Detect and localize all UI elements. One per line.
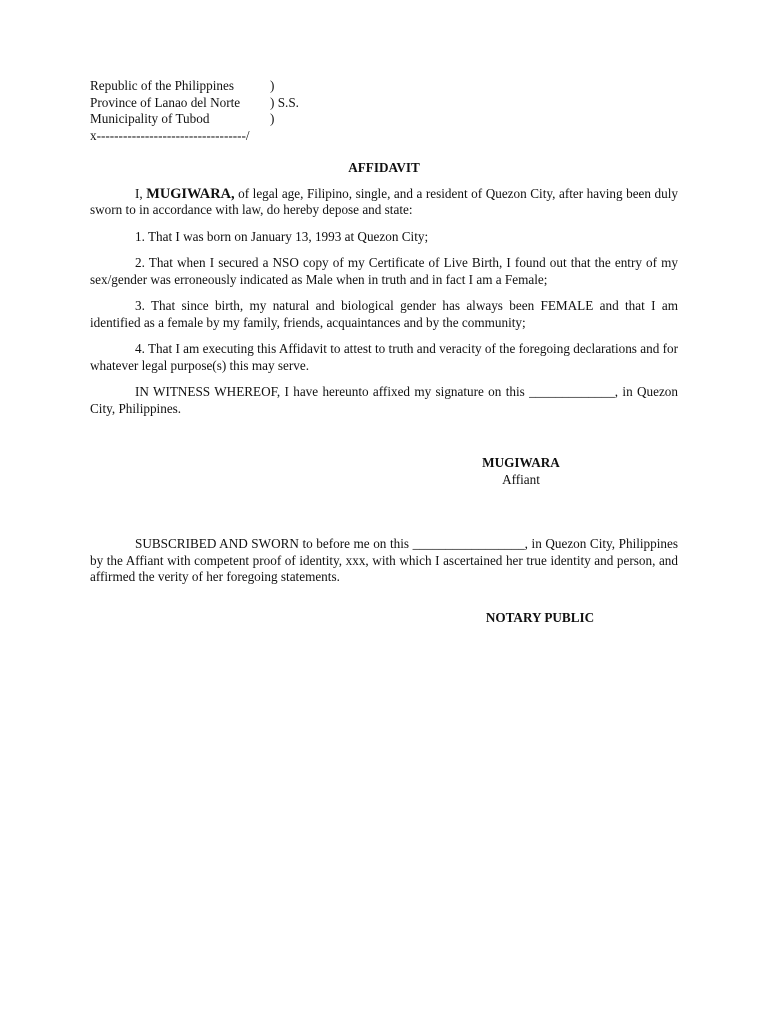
- affiant-name: MUGIWARA: [482, 455, 560, 470]
- affiant-name-inline: MUGIWARA,: [146, 185, 235, 202]
- witness-paragraph: IN WITNESS WHEREOF, I have hereunto affixed my signature on this _____________, in Quezon City, Philippines.: [90, 384, 678, 416]
- caption-line: [90, 111, 678, 128]
- notary-public-label: NOTARY PUBLIC: [485, 609, 595, 625]
- caption-separator: x----------------------------------/: [90, 127, 250, 143]
- caption-line: [90, 95, 678, 112]
- venue-caption: [90, 78, 678, 144]
- caption-bracket: ): [270, 78, 275, 93]
- caption-bracket: ): [270, 111, 275, 126]
- caption-line: [90, 78, 678, 95]
- affiant-role: Affiant: [502, 471, 540, 487]
- jurat-paragraph: SUBSCRIBED AND SWORN to before me on this _________________, in Quezon City, Philippines by the Affiant with competent proof of identity, xxx, with which I ascertained her true identity and person, and affirmed the verity of her foregoing statements.: [90, 536, 678, 584]
- caption-province: Province of Lanao del Norte: [90, 94, 241, 110]
- caption-republic: Republic of the Philippines: [90, 78, 234, 93]
- statement-paragraph-3: 3. That since birth, my natural and biological gender has always been FEMALE and that I am identified as a female by my family, friends, acquaintances and by the community;: [90, 298, 678, 330]
- intro-paragraph: [90, 186, 678, 219]
- affidavit-document: [90, 78, 678, 626]
- statement-paragraph-2: 2. That when I secured a NSO copy of my Certificate of Live Birth, I found out that the entry of my sex/gender was erroneously indicated as Male when in truth and in fact I am a Female;: [90, 255, 678, 287]
- document-title: AFFIDAVIT: [348, 160, 420, 175]
- caption-municipality: Municipality of Tubod: [90, 111, 210, 126]
- signature-block: [430, 455, 612, 488]
- statement-paragraph-1: 1. That I was born on January 13, 1993 at Quezon City;: [135, 228, 429, 244]
- intro-text: of legal age, Filipino, single, and a resident of Quezon City, after having been duly sworn to in accordance with law, do hereby depose and state:: [90, 185, 678, 217]
- intro-prefix: I,: [135, 185, 147, 201]
- caption-ss: ) S.S.: [270, 94, 299, 110]
- statement-paragraph-4: 4. That I am executing this Affidavit to attest to truth and veracity of the foregoing declarations and for whatever legal purpose(s) this may serve.: [90, 341, 678, 373]
